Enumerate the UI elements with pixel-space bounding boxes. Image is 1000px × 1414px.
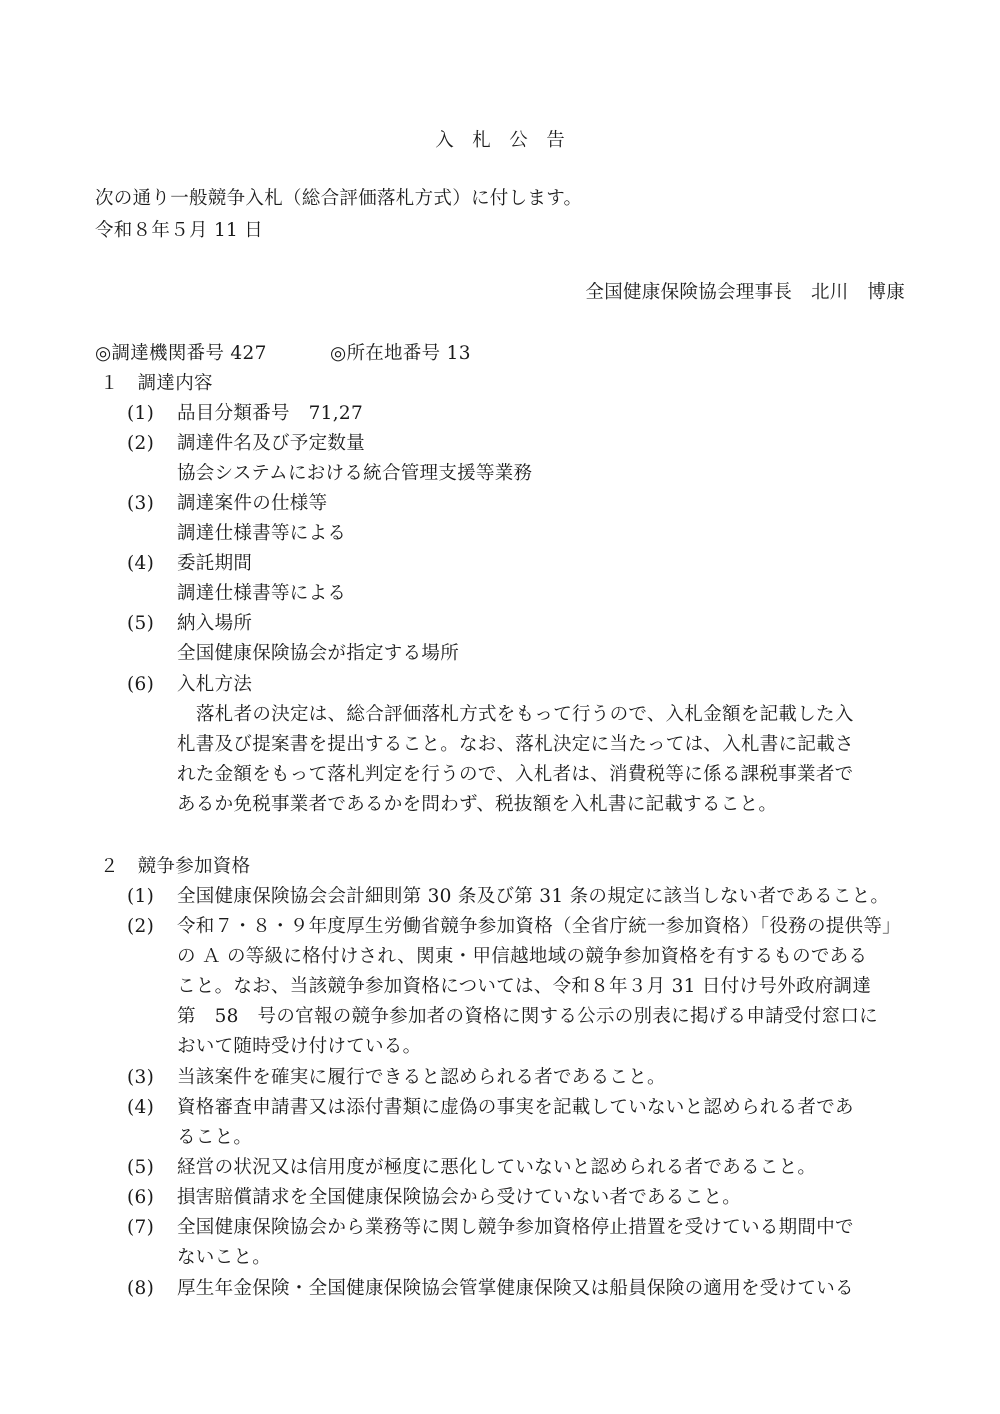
notice-date: 令和８年５月 11 日 (95, 220, 264, 241)
item-label: 入札方法 (177, 674, 253, 695)
item-text: 令和７・８・９年度厚生労働省競争参加資格（全省庁統一参加資格）「役務の提供等」 (177, 916, 901, 937)
item-number: (1) (127, 886, 155, 907)
item-number: (2) (127, 916, 155, 937)
item-number: (5) (127, 613, 155, 634)
item-number: (2) (127, 433, 155, 454)
item-number: (6) (127, 1187, 155, 1208)
item-detail: 全国健康保険協会が指定する場所 (177, 643, 460, 664)
item-text: ること。 (177, 1127, 253, 1148)
paragraph-line: あるか免税事業者であるかを問わず、税抜額を入札書に記載すること。 (177, 794, 778, 815)
item-number: (6) (127, 674, 155, 695)
agency-number: ◎調達機関番号 427 (95, 343, 267, 364)
item-number: (4) (127, 553, 155, 574)
item-number: (3) (127, 493, 155, 514)
item-number: (1) (127, 403, 155, 424)
paragraph-line: 落札者の決定は、総合評価落札方式をもって行うので、入札金額を記載した入 (196, 704, 854, 725)
item-detail: 調達仕様書等による (177, 523, 347, 544)
item-label: 委託期間 (177, 553, 253, 574)
item-text: 全国健康保険協会会計細則第 30 条及び第 31 条の規定に該当しない者であること。 (177, 886, 890, 907)
item-text: 経営の状況又は信用度が極度に悪化していないと認められる者であること。 (177, 1157, 817, 1178)
item-text: 損害賠償請求を全国健康保険協会から受けていない者であること。 (177, 1187, 742, 1208)
item-text: 全国健康保険協会から業務等に関し競争参加資格停止措置を受けている期間中で (177, 1217, 854, 1238)
item-detail: 協会システムにおける統合管理支援等業務 (177, 463, 533, 484)
item-text: おいて随時受け付けている。 (177, 1036, 422, 1057)
item-label: 調達件名及び予定数量 (177, 433, 366, 454)
item-number: (4) (127, 1097, 155, 1118)
intro-text: 次の通り一般競争入札（総合評価落札方式）に付します。 (95, 188, 583, 209)
item-number: (8) (127, 1278, 155, 1299)
paragraph-line: 札書及び提案書を提出すること。なお、落札決定に当たっては、入札書に記載さ (177, 734, 854, 755)
section-heading: １ 調達内容 (100, 373, 213, 394)
item-text: ないこと。 (177, 1247, 272, 1268)
item-number: (5) (127, 1157, 155, 1178)
section-heading: ２ 競争参加資格 (100, 856, 251, 877)
item-text: 当該案件を確実に履行できると認められる者であること。 (177, 1067, 666, 1088)
item-text: の Ａ の等級に格付けされ、関東・甲信越地域の競争参加資格を有するものである (177, 946, 868, 967)
paragraph-line: れた金額をもって落札判定を行うので、入札者は、消費税等に係る課税事業者で (177, 764, 854, 785)
item-text: こと。なお、当該競争参加資格については、令和８年３月 31 日付け号外政府調達 (177, 976, 872, 997)
location-number: ◎所在地番号 13 (330, 343, 471, 364)
page-title: 入 札 公 告 (435, 130, 565, 151)
item-number: (7) (127, 1217, 155, 1238)
item-text: 厚生年金保険・全国健康保険協会管掌健康保険又は船員保険の適用を受けている (177, 1278, 854, 1299)
item-label: 品目分類番号 71,27 (177, 403, 364, 424)
item-label: 調達案件の仕様等 (177, 493, 328, 514)
issuer-name: 全国健康保険協会理事長 北川 博康 (585, 282, 905, 303)
item-detail: 調達仕様書等による (177, 583, 347, 604)
item-text: 資格審査申請書又は添付書類に虚偽の事実を記載していないと認められる者であ (177, 1097, 854, 1118)
item-label: 納入場所 (177, 613, 253, 634)
item-text: 第 58 号の官報の競争参加者の資格に関する公示の別表に掲げる申請受付窓口に (177, 1006, 878, 1027)
item-number: (3) (127, 1067, 155, 1088)
